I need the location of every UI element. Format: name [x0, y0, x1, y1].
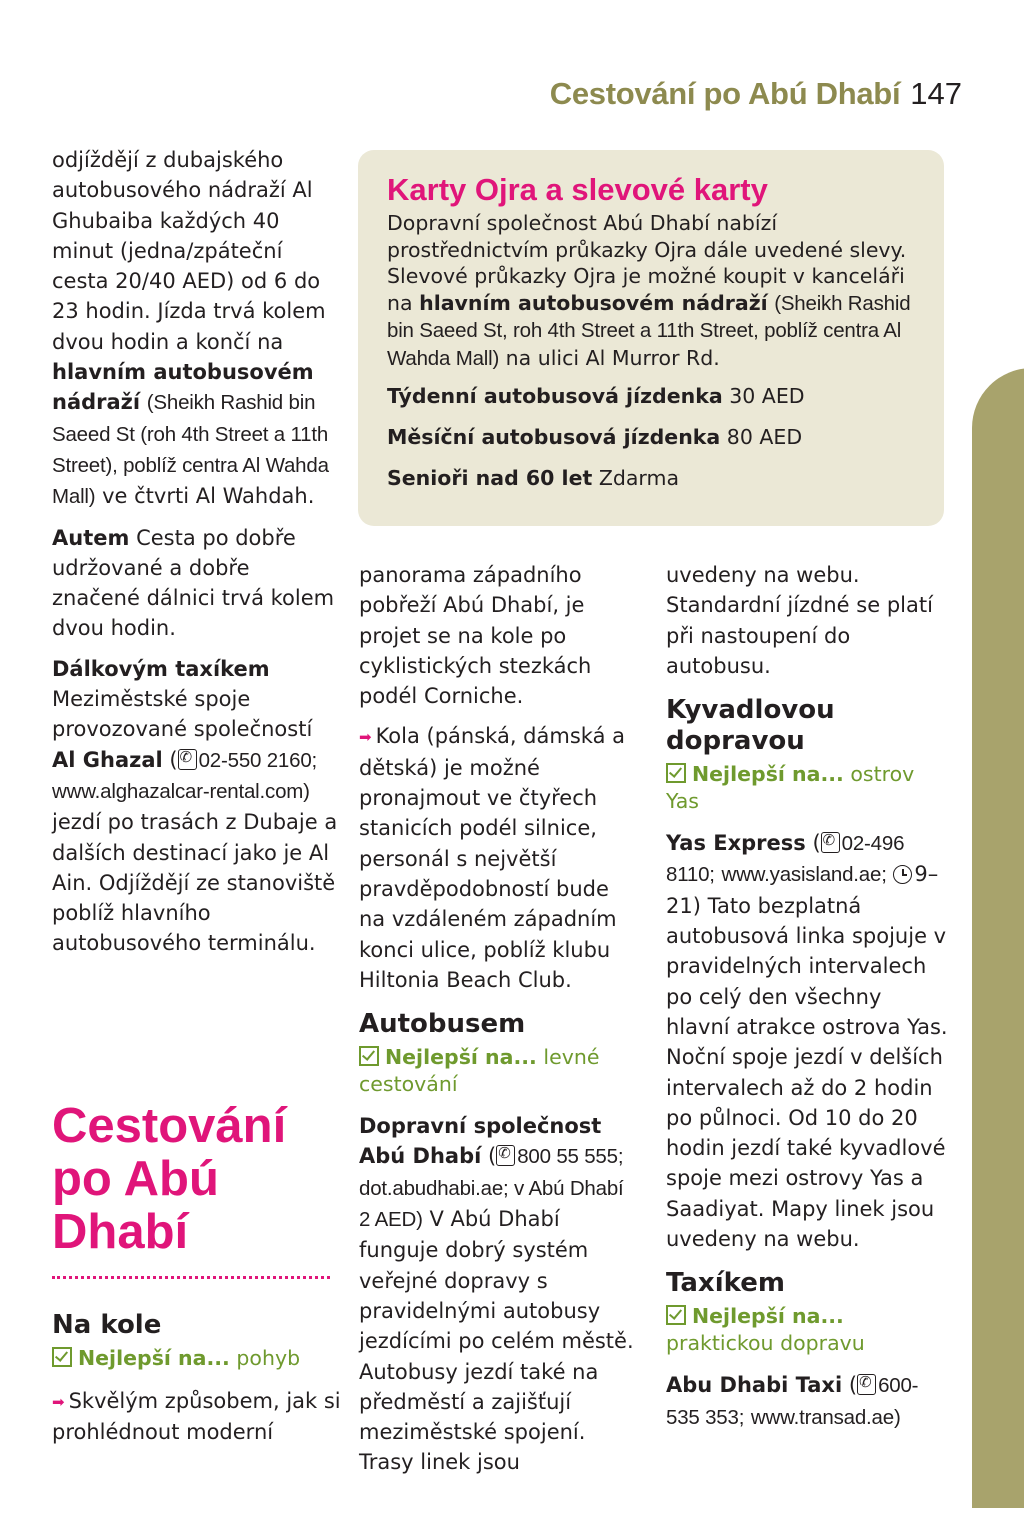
- checkbox-icon: [666, 1305, 686, 1325]
- paragraph-abu-dhabi-taxi: Abu Dhabi Taxi (✆ 600-535 353; www.transad.ae): [666, 1370, 951, 1433]
- phone-icon: [496, 1145, 515, 1166]
- checkbox-icon: [359, 1046, 379, 1066]
- phone-icon: [178, 749, 197, 770]
- best-for-shuttle: Nejlepší na... ostrov Yas: [666, 762, 915, 813]
- info-box-ojra: [358, 150, 944, 526]
- column-right: [666, 560, 951, 1443]
- box-row-monthly: Měsíční autobusová jízdenka 80 AED: [387, 424, 803, 449]
- box-title: Karty Ojra a slevové karty: [387, 172, 768, 207]
- clock-icon: [893, 865, 912, 884]
- heading-bus: Autobusem: [359, 1009, 526, 1040]
- checkbox-icon: [666, 763, 686, 783]
- phone-icon: [857, 1374, 876, 1395]
- paragraph-yas-express: Yas Express (✆ 02-496 8110; www.yasisland.ae; 9–21) Tato bezplatná autobusová linka spojuje v pravidelných intervalech po celý den všechny hlavní atrakce ostrova Yas. Noční spoje jezdí v delších intervalech až do 2 hodin po půlnoci. Od 10 do 20 hodin jezdí také kyvadlové spoje mezi ostrovy Yas a Saadiyat. Mapy linek jsou uvedeny na webu.: [666, 828, 951, 1254]
- paragraph-by-car: Autem Cesta po dobře udržované a dobře značené dálnici trvá kolem dvou hodin.: [52, 525, 335, 641]
- heading-shuttle: Kyvadlovou dopravou: [666, 695, 835, 757]
- subheading-long-distance-taxi: Dálkovým taxíkem: [52, 656, 270, 681]
- paragraph-bus-continued: uvedeny na webu. Standardní jízdné se platí při nastoupení do autobusu.: [666, 563, 933, 678]
- paragraph-bike: ➡ Skvělým způsobem, jak si prohlédnout moderní: [52, 1388, 341, 1444]
- page-number: 147: [910, 76, 962, 111]
- best-for-taxi: Nejlepší na... praktickou dopravu: [666, 1304, 865, 1355]
- best-for-bus: Nejlepší na... levné cestování: [359, 1045, 600, 1096]
- paragraph-bike-continued: panorama západního pobřeží Abú Dhabí, je projet se na kole po cyklistických stezkách podél Corniche.: [359, 563, 592, 709]
- box-row-weekly: Týdenní autobusová jízdenka 30 AED: [387, 383, 805, 408]
- header-title: Cestování po Abú Dhabí: [549, 76, 901, 111]
- column-middle: [359, 560, 639, 1488]
- paragraph-long-distance-taxi: Dálkovým taxíkem Meziměstské spoje provozované společností Al Ghazal (✆ 02-550 2160; www.alghazalcar-rental.com) jezdí po trasách z Dubaje a dalších destinací jako je Al Ain. Odjíždějí ze stanoviště poblíž hlavního autobusového terminálu.: [52, 654, 342, 959]
- dotted-divider: [52, 1276, 330, 1279]
- paragraph-bus-company: Dopravní společnost Abú Dhabí (✆ 800 55 555; dot.abudhabi.ae; v Abú Dhabí 2 AED) V Abú Dhabí funguje dobrý systém veřejné dopravy s pravidelnými autobusy jezdícími po celém městě. Autobusy jezdí také na předměstí a zajišťují meziměstské spojení. Trasy linek jsou: [359, 1111, 639, 1478]
- chapter-tab: [972, 368, 1024, 1508]
- bus-station-name: hlavním autobusovém nádraží: [52, 360, 314, 415]
- column-left: [52, 145, 342, 969]
- paragraph-bus-from-dubai: odjíždějí z dubajského autobusového nádraží Al Ghubaiba každých 40 minut (jedna/zpáteční cesta 20/40 AED) od 6 do 23 hodin. Jízda trvá kolem dvou hodin a končí na hlavním autobusovém nádraží (Sheikh Rashid bin Saeed St (roh 4th Street a 11th Street), poblíž centra Al Wahda Mall) ve čtvrti Al Wahdah.: [52, 148, 329, 509]
- heading-taxi: Taxíkem: [666, 1268, 785, 1299]
- arrow-icon: ➡: [359, 728, 372, 747]
- paragraph-bike-rental: ➡ Kola (pánská, dámská a dětská) je možné pronajmout ve čtyřech stanicích podél silnice, personál s největší pravděpodobností bude na vzdáleném západním konci ulice, poblíž klubu Hiltonia Beach Club.: [359, 724, 625, 992]
- box-text: Dopravní společnost Abú Dhabí nabízí prostřednictvím průkazky Ojra dále uvedené slevy. Slevové průkazky Ojra je možné koupit v kanceláři na hlavním autobusovém nádraží (Sheikh Rashid bin Saeed St, roh 4th Street a 11th Street, poblíž centra Al Wahda Mall) na ulici Al Murror Rd.: [387, 211, 911, 370]
- heading-bike: Na kole: [52, 1310, 162, 1340]
- bike-section: [52, 1310, 342, 1447]
- best-for-bike: Nejlepší na... pohyb: [52, 1345, 342, 1372]
- arrow-icon: ➡: [52, 1392, 65, 1411]
- box-row-seniors: Senioři nad 60 let Zdarma: [387, 465, 680, 490]
- section-title: Cestování po Abú Dhabí: [52, 1099, 287, 1259]
- phone-icon: [821, 832, 840, 853]
- checkbox-icon: [52, 1347, 72, 1367]
- running-header: [400, 76, 962, 112]
